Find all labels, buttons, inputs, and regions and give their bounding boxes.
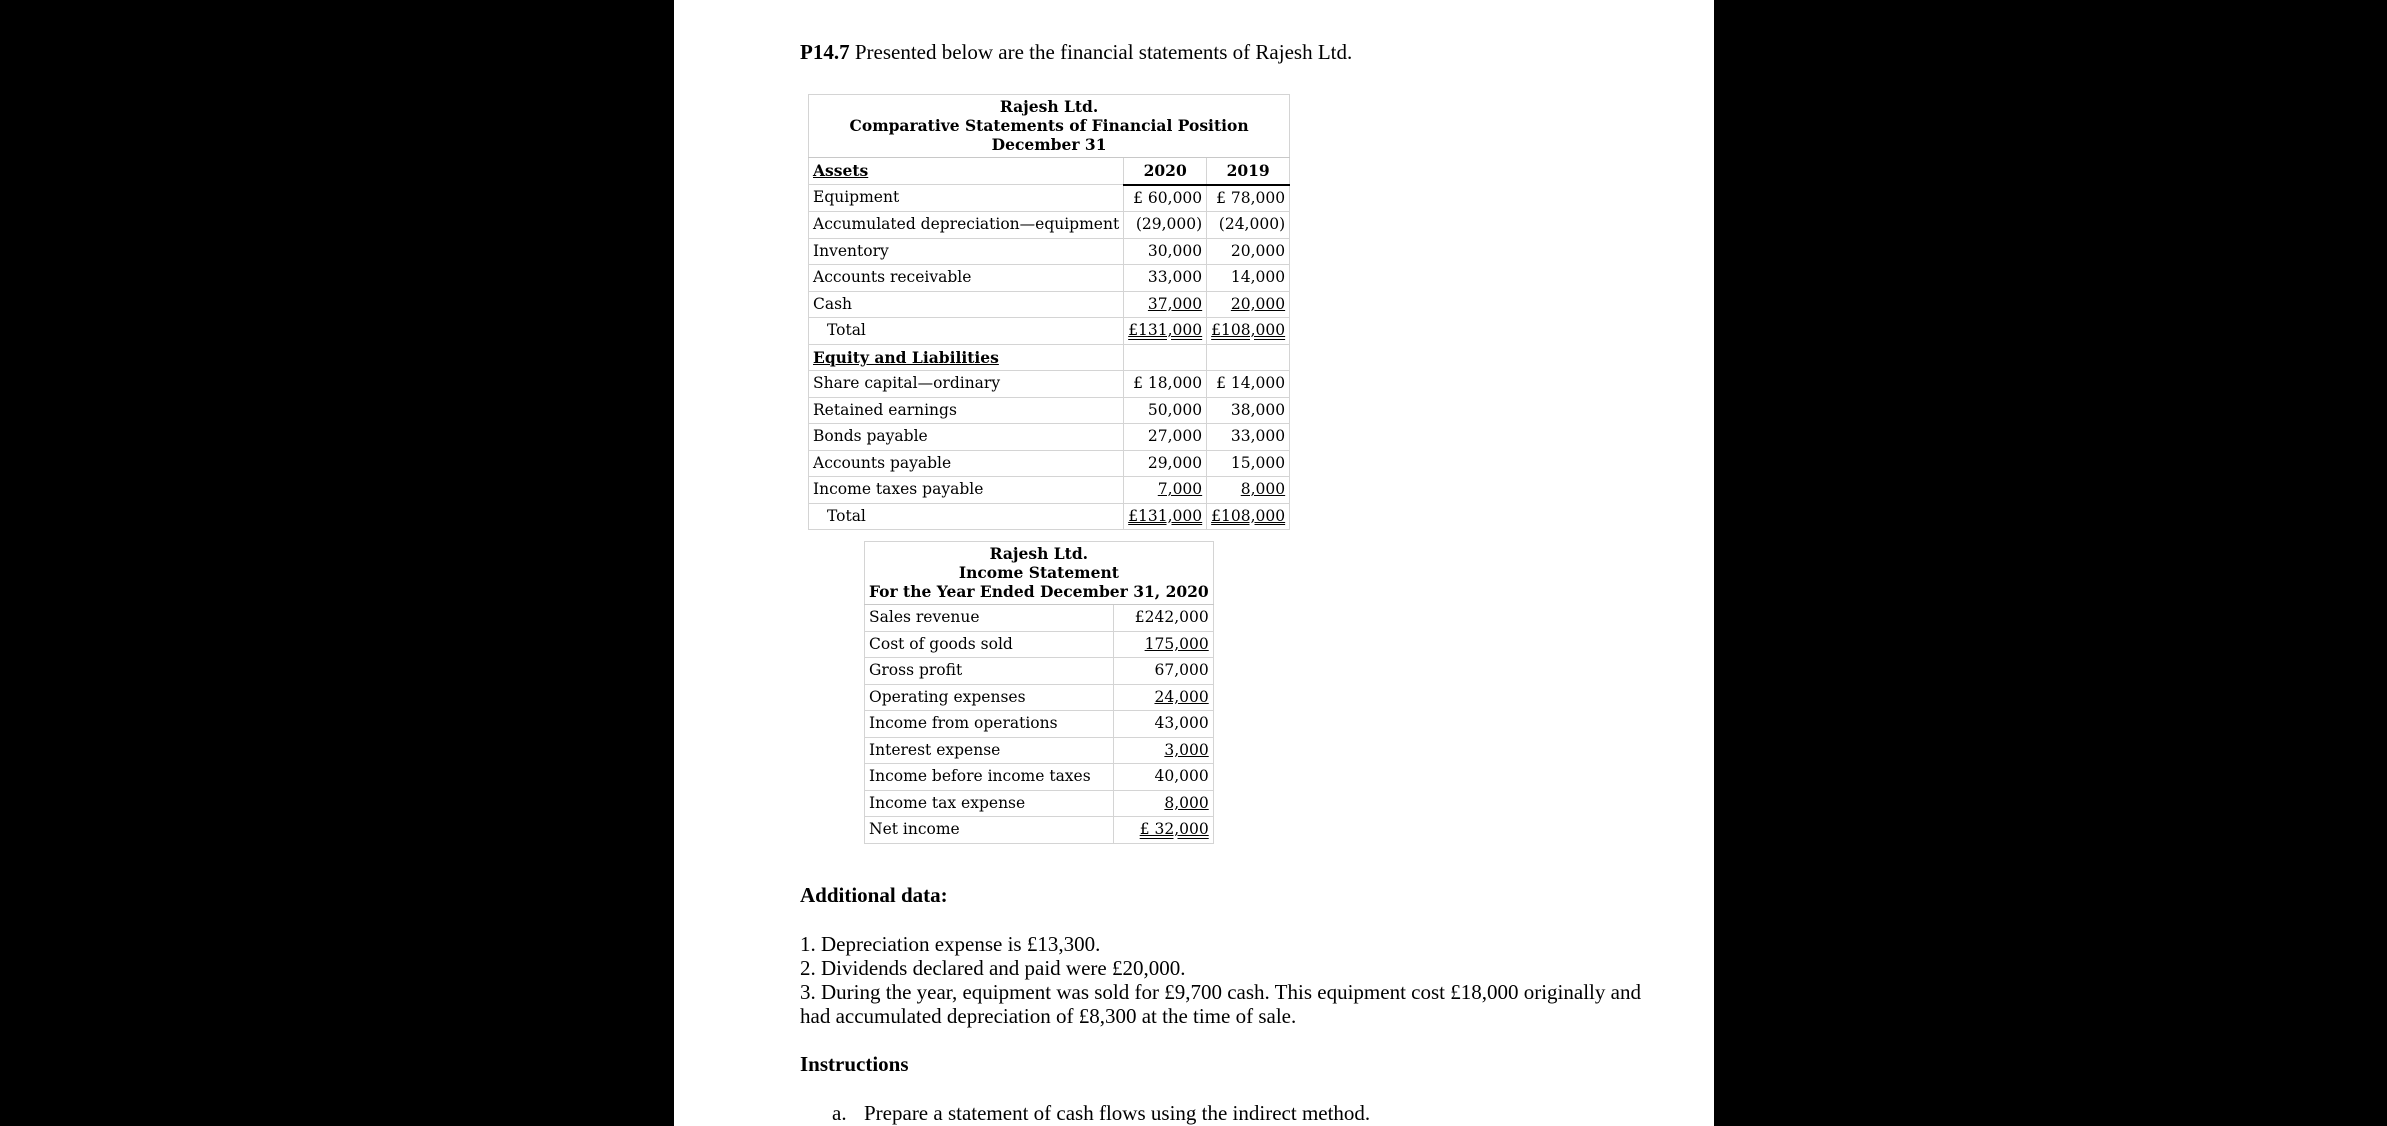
instruction-item — [832, 1101, 1370, 1126]
value-2019: 38,000 — [1207, 397, 1290, 424]
value-2020: £ 60,000 — [1124, 185, 1207, 212]
table-row — [865, 605, 1214, 632]
value-2020: £ 18,000 — [1124, 371, 1207, 398]
problem-intro: Presented below are the financial statements of Rajesh Ltd. — [854, 40, 1353, 64]
value-2019: £ 78,000 — [1207, 185, 1290, 212]
problem-heading — [800, 40, 1352, 65]
table-row — [865, 631, 1214, 658]
underlined-value: 20,000 — [1230, 294, 1286, 313]
row-label: Bonds payable — [809, 424, 1124, 451]
instruction-text: Prepare a statement of cash flows using the indirect method. — [864, 1101, 1371, 1125]
row-label: Share capital—ordinary — [809, 371, 1124, 398]
row-label: Net income — [865, 817, 1114, 844]
value-2020: 29,000 — [1124, 450, 1207, 477]
row-value: £242,000 — [1114, 605, 1213, 632]
value-2019 — [1207, 477, 1290, 504]
table-row — [865, 711, 1214, 738]
row-label: Retained earnings — [809, 397, 1124, 424]
table-row — [865, 790, 1214, 817]
total-value: £ 32,000 — [1139, 820, 1209, 839]
row-label: Operating expenses — [865, 684, 1114, 711]
empty-cell — [1124, 344, 1207, 371]
value-2019: 20,000 — [1207, 238, 1290, 265]
empty-cell — [1207, 344, 1290, 371]
value-2019: (24,000) — [1207, 212, 1290, 239]
list-item: 1. Depreciation expense is £13,300. — [800, 932, 1101, 956]
underlined-value: 37,000 — [1147, 294, 1203, 313]
row-label: Sales revenue — [865, 605, 1114, 632]
row-label: Interest expense — [865, 737, 1114, 764]
table-row — [865, 764, 1214, 791]
document-page — [674, 0, 1714, 1126]
table-row — [809, 291, 1290, 318]
value-2020 — [1124, 503, 1207, 530]
value-2020: (29,000) — [1124, 212, 1207, 239]
row-value: 67,000 — [1114, 658, 1213, 685]
list-item: 3. During the year, equipment was sold for £9,700 cash. This equipment cost £18,000 originally and had accumulated depreciation of £8,300 at the time of sale. — [800, 980, 1641, 1028]
table-row — [809, 238, 1290, 265]
value-2020: 30,000 — [1124, 238, 1207, 265]
list-item: 2. Dividends declared and paid were £20,000. — [800, 956, 1186, 980]
table-row — [865, 658, 1214, 685]
value-2020: 50,000 — [1124, 397, 1207, 424]
row-label: Accumulated depreciation—equipment — [809, 212, 1124, 239]
table-row — [809, 212, 1290, 239]
row-label: Accounts receivable — [809, 265, 1124, 292]
row-label: Income from operations — [865, 711, 1114, 738]
total-value: £108,000 — [1211, 506, 1286, 525]
underlined-value: 8,000 — [1240, 480, 1286, 499]
balance-title: Comparative Statements of Financial Position — [849, 116, 1249, 135]
row-value — [1114, 817, 1213, 844]
value-2019: 15,000 — [1207, 450, 1290, 477]
row-label: Income tax expense — [865, 790, 1114, 817]
income-statement-table — [864, 541, 1214, 844]
income-company: Rajesh Ltd. — [989, 544, 1089, 563]
table-row — [809, 397, 1290, 424]
income-period: For the Year Ended December 31, 2020 — [869, 582, 1209, 601]
value-2020: 33,000 — [1124, 265, 1207, 292]
underlined-value: 3,000 — [1164, 740, 1209, 759]
underlined-value: 7,000 — [1157, 480, 1203, 499]
col-2020: 2020 — [1124, 158, 1207, 185]
value-2020 — [1124, 291, 1207, 318]
table-row — [809, 477, 1290, 504]
row-label: Inventory — [809, 238, 1124, 265]
value-2019 — [1207, 291, 1290, 318]
additional-data-title: Additional data: — [800, 883, 948, 907]
row-label: Total — [809, 503, 1124, 530]
additional-data-list — [800, 932, 1660, 1028]
liabilities-header-row — [809, 344, 1290, 371]
row-value — [1114, 790, 1213, 817]
value-2020 — [1124, 318, 1207, 345]
underlined-value: 8,000 — [1164, 793, 1209, 812]
balance-sheet-title — [809, 95, 1290, 158]
table-row — [809, 371, 1290, 398]
value-2019: 14,000 — [1207, 265, 1290, 292]
balance-sheet-table — [808, 94, 1290, 530]
net-income-row — [865, 817, 1214, 844]
balance-header-row — [809, 158, 1290, 185]
table-row — [809, 450, 1290, 477]
value-2019 — [1207, 503, 1290, 530]
value-2019 — [1207, 318, 1290, 345]
instruction-label: a. — [832, 1101, 847, 1125]
value-2019: 33,000 — [1207, 424, 1290, 451]
row-label: Cash — [809, 291, 1124, 318]
row-label: Equipment — [809, 185, 1124, 212]
col-2019: 2019 — [1207, 158, 1290, 185]
row-value — [1114, 684, 1213, 711]
assets-total-row — [809, 318, 1290, 345]
row-value — [1114, 737, 1213, 764]
total-value: £108,000 — [1211, 321, 1286, 340]
row-value — [1114, 631, 1213, 658]
total-value: £131,000 — [1128, 506, 1203, 525]
row-value: 43,000 — [1114, 711, 1213, 738]
balance-date: December 31 — [991, 135, 1107, 154]
row-label: Income before income taxes — [865, 764, 1114, 791]
row-label: Gross profit — [865, 658, 1114, 685]
income-title: Income Statement — [958, 563, 1119, 582]
row-label: Total — [809, 318, 1124, 345]
instructions-title: Instructions — [800, 1052, 909, 1076]
liabilities-header: Equity and Liabilities — [809, 344, 1124, 371]
liabilities-total-row — [809, 503, 1290, 530]
assets-header: Assets — [809, 158, 1124, 185]
row-label: Income taxes payable — [809, 477, 1124, 504]
income-statement-title — [865, 542, 1214, 605]
table-row — [865, 737, 1214, 764]
value-2019: £ 14,000 — [1207, 371, 1290, 398]
row-value: 40,000 — [1114, 764, 1213, 791]
row-label: Accounts payable — [809, 450, 1124, 477]
table-row — [809, 424, 1290, 451]
value-2020: 27,000 — [1124, 424, 1207, 451]
row-label: Cost of goods sold — [865, 631, 1114, 658]
underlined-value: 24,000 — [1154, 687, 1209, 706]
balance-company: Rajesh Ltd. — [999, 97, 1099, 116]
table-row — [809, 185, 1290, 212]
table-row — [865, 684, 1214, 711]
underlined-value: 175,000 — [1144, 634, 1209, 653]
problem-number: P14.7 — [800, 40, 850, 64]
total-value: £131,000 — [1128, 321, 1203, 340]
table-row — [809, 265, 1290, 292]
value-2020 — [1124, 477, 1207, 504]
